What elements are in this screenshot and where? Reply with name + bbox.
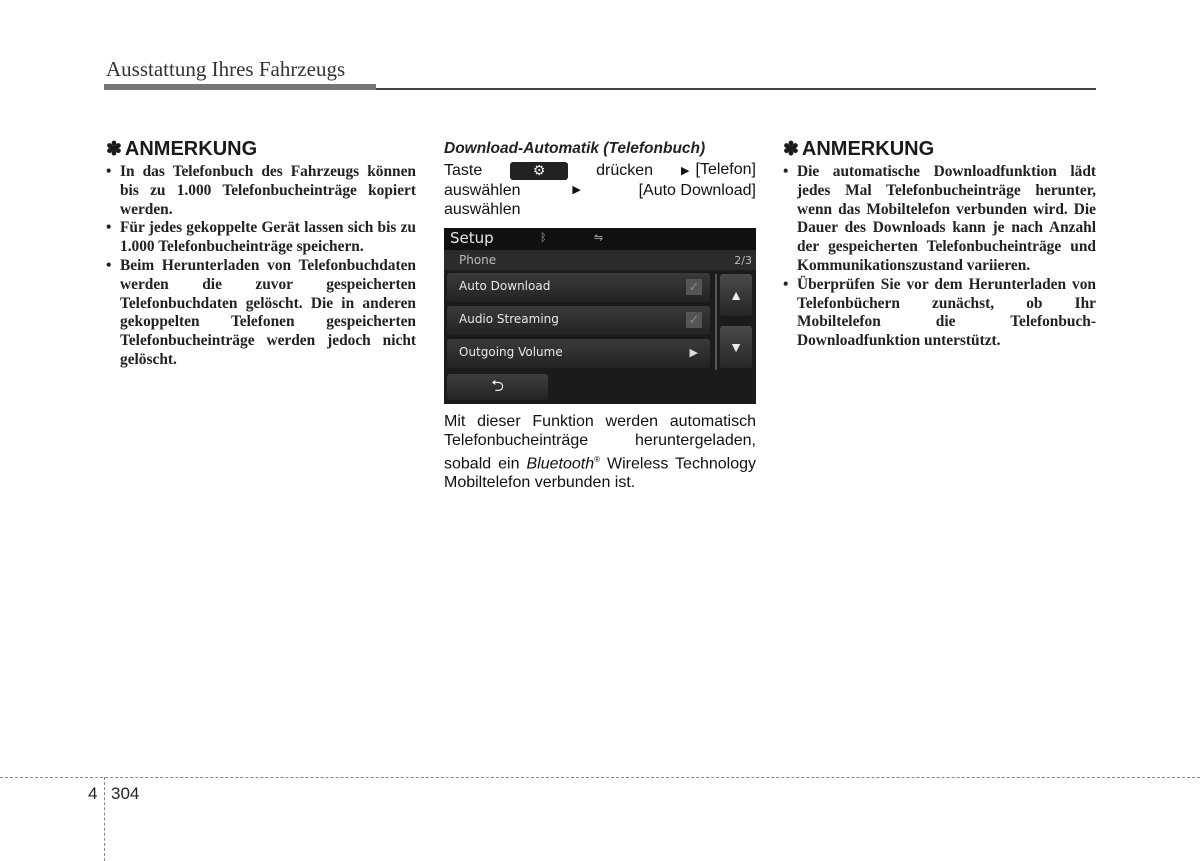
instr-taste: Taste xyxy=(444,162,483,179)
bullet-icon: • xyxy=(783,275,789,293)
instr-telefon-label: [Telefon] xyxy=(695,161,756,178)
menu-item-auto-download xyxy=(447,273,710,302)
bullet-icon: • xyxy=(106,219,112,237)
triangle-right-icon: ▶ xyxy=(689,347,698,359)
instr-auswaehlen: auswählen xyxy=(444,182,521,199)
screen-subheader xyxy=(444,250,756,270)
note-heading xyxy=(106,138,416,161)
menu-item-label: Audio Streaming xyxy=(459,312,559,326)
description-part1: Mit dieser Funktion werden automatisch Telefonbucheinträge heruntergeladen, sobald ein xyxy=(444,413,756,473)
note-item-text: Beim Herunterladen von Telefonbuchdaten werden die zuvor gespeicherten Telefonbuchdaten gelöscht. Die in anderen gekoppelten Telefonen gespeicherten Telefonbucheinträge werden jedoch nicht gelöscht. xyxy=(120,256,416,368)
bullet-icon: • xyxy=(783,163,789,180)
section-title: Download-Automatik (Telefonbuch) xyxy=(444,140,706,157)
instructions xyxy=(444,160,756,219)
arrow-down-icon: ▼ xyxy=(720,326,752,368)
arrow-up-icon: ▲ xyxy=(720,274,752,316)
note-item-text: Die automatische Downloadfunktion lädt jedes Mal Telefonbucheinträge herunter, wenn das Mobiltelefon verbunden wird. Die Dauer des Downloads kann je nach Anzahl der gespeicherten Telefonbucheinträge und Kommunikationszustand variieren. xyxy=(797,163,1096,274)
description-bluetooth: Bluetooth xyxy=(526,455,595,473)
bullet-icon: • xyxy=(106,256,112,274)
instr-auto-download: [Auto Download] xyxy=(638,182,756,199)
instr-telefon xyxy=(681,160,756,181)
instruction-line xyxy=(444,160,756,181)
triangle-right-icon: ▶ xyxy=(681,165,690,177)
screen-subtitle: Phone xyxy=(459,253,497,267)
instruction-line xyxy=(444,181,756,200)
instruction-line: auswählen xyxy=(444,201,521,218)
screen-title: Setup xyxy=(450,229,494,247)
footer-divider xyxy=(0,777,1200,778)
gear-icon: ⚙ xyxy=(510,162,568,180)
check-icon: ✓ xyxy=(686,279,702,295)
setup-screen xyxy=(444,228,756,404)
menu-item-label: Auto Download xyxy=(459,279,551,293)
middle-section xyxy=(444,138,756,219)
note-item-text: Überprüfen Sie vor dem Herunterladen von Telefonbüchern zunächst, ob Ihr Mobiltelefon die Telefonbuch-Downloadfunktion unterstützt. xyxy=(797,275,1096,350)
note-heading-label: ANMERKUNG xyxy=(124,138,258,160)
footer-margin-line xyxy=(104,777,105,861)
note-heading-label: ANMERKUNG xyxy=(801,138,935,160)
registered-mark: ® xyxy=(594,455,601,464)
screen-scrollbar xyxy=(715,274,717,370)
bullet-icon: • xyxy=(106,163,112,180)
usb-icon: ⇋ xyxy=(594,231,604,244)
description xyxy=(444,412,756,492)
left-note xyxy=(106,138,416,370)
note-list xyxy=(783,163,1096,351)
note-item xyxy=(106,219,416,257)
description-part2: Wireless Technology Mobiltelefon verbunden ist. xyxy=(444,455,756,492)
menu-item-audio-streaming xyxy=(447,306,710,335)
check-icon: ✓ xyxy=(686,312,702,328)
right-note xyxy=(783,138,1096,351)
bluetooth-icon: ᛒ xyxy=(540,231,547,244)
note-item-text: In das Telefonbuch des Fahrzeugs können bis zu 1.000 Telefonbucheinträge kopiert werden. xyxy=(120,163,416,218)
page-number: 304 xyxy=(111,784,140,803)
header-rule-thin xyxy=(376,88,1096,90)
triangle-right-icon: ▶ xyxy=(572,184,581,196)
header-rule xyxy=(104,84,376,90)
instr-druecken: drücken xyxy=(596,162,654,179)
chapter-number: 4 xyxy=(88,784,98,803)
note-item xyxy=(783,276,1096,351)
note-item xyxy=(106,257,416,370)
menu-item-label: Outgoing Volume xyxy=(459,345,563,359)
note-star-icon: ✽ xyxy=(783,139,799,160)
header-title: Ausstattung Ihres Fahrzeugs xyxy=(106,57,346,81)
back-icon: ⮌ xyxy=(447,374,548,400)
note-star-icon: ✽ xyxy=(106,139,122,160)
note-item xyxy=(783,163,1096,276)
note-item xyxy=(106,163,416,219)
note-item-text: Für jedes gekoppelte Gerät lassen sich bis zu 1.000 Telefonbucheinträge speichern. xyxy=(120,219,416,256)
screen-titlebar xyxy=(444,228,756,250)
note-list xyxy=(106,163,416,370)
menu-item-outgoing-volume xyxy=(447,339,710,368)
screen-page-indicator: 2/3 xyxy=(734,254,752,267)
note-heading xyxy=(783,138,1096,161)
